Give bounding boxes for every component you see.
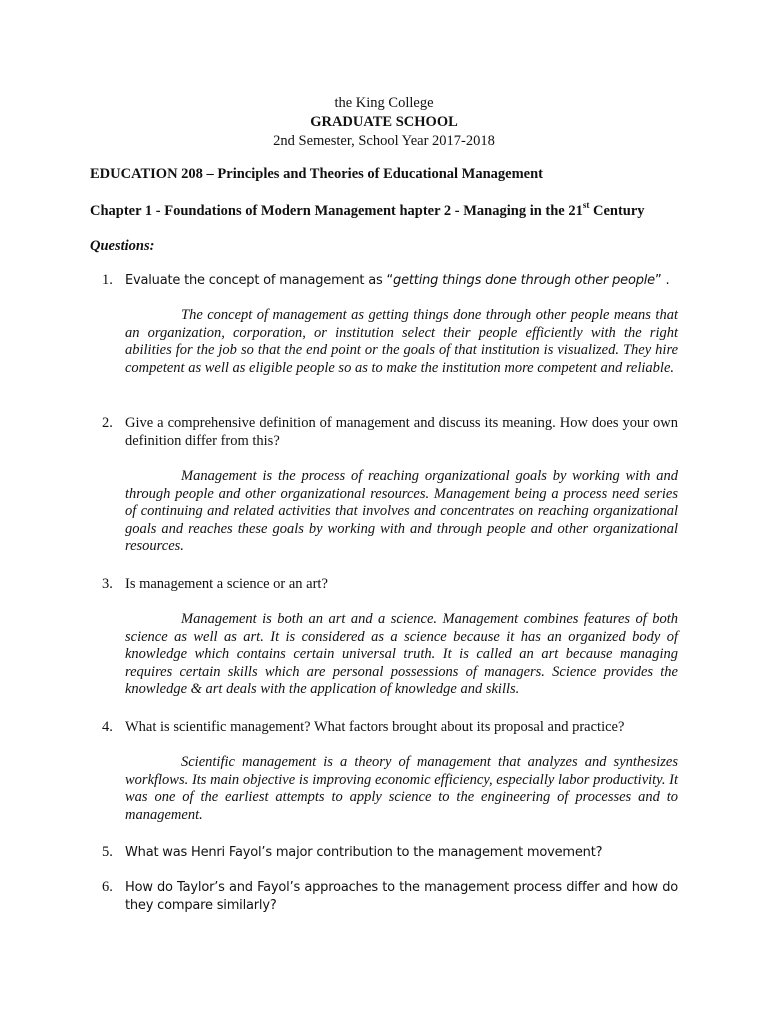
chapters-line <box>90 200 645 220</box>
question-text: Is management a science or an art? <box>125 576 328 592</box>
question-prefix: Evaluate the concept of management as “ <box>125 273 394 288</box>
question-text <box>125 272 678 290</box>
question-text: Give a comprehensive definition of management and discuss its meaning. How does your own definition differ from this? <box>125 415 678 449</box>
question-item-6 <box>102 879 678 914</box>
question-number: 5. <box>102 844 113 860</box>
questions-heading: Questions: <box>90 238 155 254</box>
answer-4: Scientific management is a theory of management that analyzes and synthesizes workflows. Its main objective is improving economic efficiency, especially labor productivity. It was one of the earliest attempts to apply science to the engineering of processes and to management. <box>125 754 678 823</box>
question-number: 6. <box>102 879 113 895</box>
answer-2: Management is the process of reaching organizational goals by working with and through people and other organizational resources. Management being a process need series of continuing and related activities that involves and concentrates on reaching organizational goals and reaches these goals by working with and through people and other organizational resources. <box>125 468 678 555</box>
question-item-3 <box>102 576 678 594</box>
question-item-5 <box>102 844 678 862</box>
term-line: 2nd Semester, School Year 2017-2018 <box>273 133 495 149</box>
question-suffix: ” . <box>654 273 670 288</box>
question-item-1 <box>102 272 678 290</box>
course-title: EDUCATION 208 – Principles and Theories of Educational Management <box>90 166 544 182</box>
question-item-4 <box>102 719 678 737</box>
chapters-superscript: st <box>582 200 590 211</box>
question-quote: getting things done through other people <box>393 273 655 288</box>
question-number: 4. <box>102 719 113 735</box>
chapters-suffix: Century <box>589 203 645 219</box>
question-number: 1. <box>102 272 113 288</box>
school-name: GRADUATE SCHOOL <box>310 114 458 130</box>
question-item-2 <box>102 415 678 450</box>
question-text: What was Henri Fayol’s major contribution to the management movement? <box>125 845 603 860</box>
answer-1: The concept of management as getting things done through other people means that an organization, corporation, or institution select their people efficiently with the right abilities for the job so that the end point or the goals of that institution is visualized. They hire competent as well as eligible people so as to make the institution more competent and reliable. <box>125 307 678 376</box>
document-header <box>0 94 768 151</box>
question-number: 2. <box>102 415 113 431</box>
question-number: 3. <box>102 576 113 592</box>
question-text: What is scientific management? What factors brought about its proposal and practice? <box>125 719 625 735</box>
institution-name: the King College <box>334 95 434 111</box>
answer-3: Management is both an art and a science. Management combines features of both science as well as art. It is considered as a science because it has an organized body of knowledge which contains certain universal truth. It is called an art because managing requires certain skills which are personal possessions of managers. Science provides the knowledge & art deals with the application of knowledge and skills. <box>125 611 678 698</box>
question-text: How do Taylor’s and Fayol’s approaches to the management process differ and how do they compare similarly? <box>125 880 678 913</box>
chapters-text: Chapter 1 - Foundations of Modern Management hapter 2 - Managing in the 21 <box>90 203 583 219</box>
